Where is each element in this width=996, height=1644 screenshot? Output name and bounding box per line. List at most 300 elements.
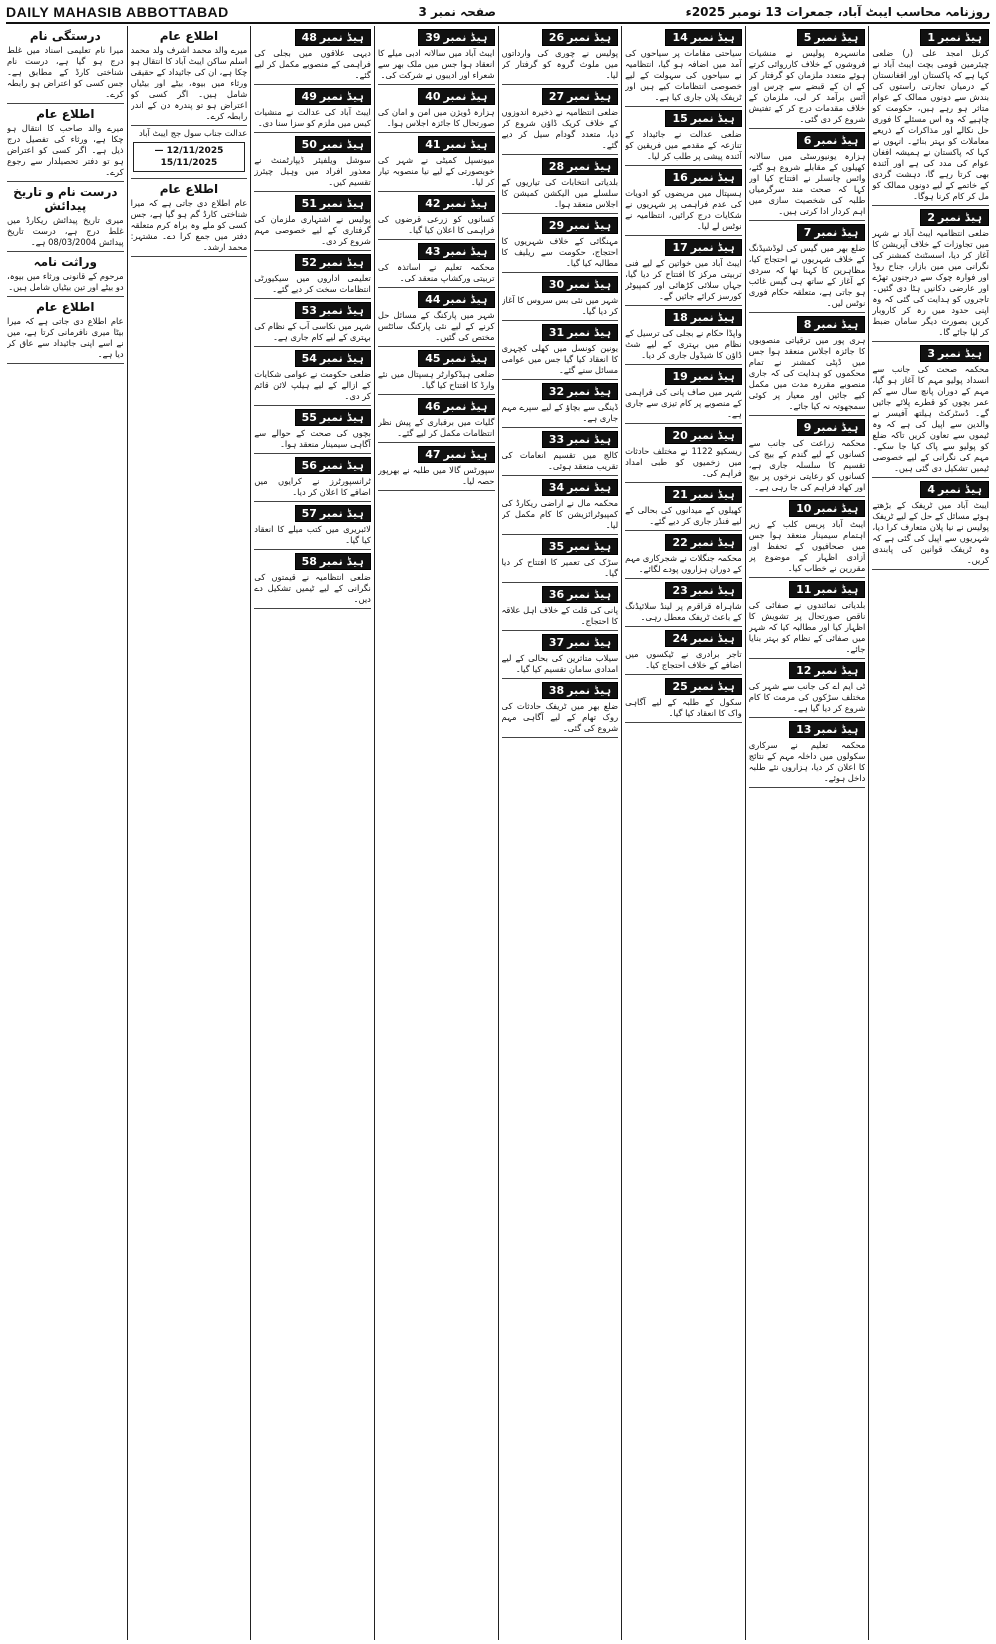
- notice-header: [502, 479, 619, 496]
- notice-body: میرا نام تعلیمی اسناد میں غلط درج ہو گیا ہے، درست نام شناختی کارڈ کے مطابق ہے۔ جس کسی کو اعتراض ہو رابطہ کرے۔: [7, 45, 124, 99]
- notice-item: [378, 347, 495, 395]
- notice-body: مرحوم کے قانونی ورثاء میں بیوہ، دو بیٹے اور تین بیٹیاں شامل ہیں۔: [7, 271, 124, 292]
- notice-item: [254, 299, 371, 347]
- notice-header: [378, 136, 495, 153]
- notice-number-label: [797, 224, 866, 241]
- notice-prefix: ہیڈ نمبر: [690, 311, 735, 324]
- news-column: [868, 26, 992, 1640]
- notice-body: تعلیمی اداروں میں سیکیورٹی انتظامات سخت کر دیے گئے۔: [254, 273, 371, 294]
- notice-item: [502, 214, 619, 273]
- notice-body: ڈینگی سے بچاؤ کے لیے سپرے مہم جاری ہے۔: [501, 402, 619, 423]
- notice-body: شہر میں پارکنگ کے مسائل حل کرنے کے لیے نئی پارکنگ سائٹس مختص کی گئیں۔: [377, 310, 495, 342]
- notice-prefix: ہیڈ نمبر: [567, 160, 612, 173]
- notice-title: اطلاع عام: [159, 182, 219, 196]
- notice-item: [378, 240, 495, 288]
- notice-number: 12: [796, 664, 812, 677]
- notice-body: شہر میں نئی بس سروس کا آغاز کر دیا گیا۔: [501, 295, 619, 316]
- notice-header: [254, 254, 371, 271]
- notice-prefix: ہیڈ نمبر: [567, 636, 612, 649]
- notice-item: [254, 406, 371, 454]
- notice-body: مانسہرہ پولیس نے منشیات فروشوں کے خلاف کارروائی کرتے ہوئے متعدد ملزمان کو گرفتار کر کے ان کے قبضے سے چرس اور آئس برآمد کر لی، ملزمان کے خلاف مقدمات درج کر کے تفتیش شروع کر دی گئی۔: [748, 48, 866, 124]
- notice-item: [625, 579, 742, 627]
- notice-item: [872, 26, 989, 206]
- notice-header: [254, 553, 371, 570]
- notice-number: 22: [672, 536, 688, 549]
- notice-header: [502, 324, 619, 341]
- notice-number: 15: [672, 112, 688, 125]
- notice-number-label: [295, 553, 371, 570]
- notice-number: 53: [301, 304, 317, 317]
- notice-body: شہر میں صاف پانی کی فراہمی کے منصوبے پر کام تیزی سے جاری ہے۔: [625, 387, 742, 419]
- notice-body: ایبٹ آباد میں خواتین کے لیے فنی تربیتی مرکز کا افتتاح کر دیا گیا، جہاں سلائی کڑھائی اور کمپیوٹر کورسز کرائے جائیں گے۔: [625, 258, 742, 301]
- notice-prefix: ہیڈ نمبر: [690, 112, 735, 125]
- notice-body: کالج میں تقسیم انعامات کی تقریب منعقد ہوئی۔: [501, 450, 619, 471]
- notice-body: گلیات میں برفباری کے پیش نظر انتظامات مکمل کر لیے گئے۔: [377, 417, 495, 438]
- notice-item: [625, 627, 742, 675]
- notice-header: [378, 29, 495, 46]
- notice-prefix: ہیڈ نمبر: [319, 555, 364, 568]
- notice-header: [502, 538, 619, 555]
- notice-item: [254, 26, 371, 85]
- notice-number: 39: [425, 31, 441, 44]
- notice-number-label: [295, 29, 371, 46]
- notice-prefix: ہیڈ نمبر: [690, 171, 735, 184]
- notice-number-label: [789, 662, 865, 679]
- notice-item: [625, 236, 742, 306]
- notice-body: سیلاب متاثرین کی بحالی کے لیے امدادی سامان تقسیم کیا گیا۔: [501, 653, 619, 674]
- notice-number-label: [418, 195, 494, 212]
- notice-item: [378, 288, 495, 347]
- notice-header: [254, 457, 371, 474]
- notice-number-label: [665, 239, 741, 256]
- notice-header: [378, 243, 495, 260]
- notice-number-label: [665, 29, 741, 46]
- notice-number-label: [418, 350, 494, 367]
- notice-body: سکول کے طلبہ کے لیے آگاہی واک کا انعقاد کیا گیا۔: [625, 697, 742, 718]
- notice-number-label: [418, 29, 494, 46]
- news-column: [250, 26, 374, 1640]
- notice-number: 56: [301, 459, 317, 472]
- notice-number-label: [418, 291, 494, 308]
- notice-number: 21: [672, 488, 688, 501]
- notice-number: 4: [927, 483, 936, 496]
- notice-item: [872, 206, 989, 342]
- notice-number: 50: [301, 138, 317, 151]
- notice-item: [378, 26, 495, 85]
- notice-body: عام اطلاع دی جاتی ہے کہ میرا بیٹا میری نافرمانی کرتا ہے، میں نے اسے اپنی جائیداد سے عاق کر دیا ہے۔: [7, 316, 124, 359]
- notice-prefix: ہیڈ نمبر: [567, 90, 612, 103]
- notice-body: ضلعی انتظامیہ ایبٹ آباد نے شہر میں تجاوزات کے خلاف آپریشن کا آغاز کر دیا، اسسٹنٹ کمشنر کی نگرانی میں مین بازار، جناح روڈ اور فوارہ چوک سے درجنوں تھڑے اور عارضی دکانیں ہٹا دی گئیں۔ تاجروں کو ہدایت کی گئی کہ وہ اپنی حدود میں رہ کر کاروبار کریں بصورت دیگر سامان ضبط کر لیا جائے گا۔: [872, 228, 989, 337]
- notice-body: کھیلوں کے میدانوں کی بحالی کے لیے فنڈز جاری کر دیے گئے۔: [625, 505, 742, 526]
- news-column: [4, 26, 127, 1640]
- notice-number: 1: [927, 31, 936, 44]
- notice-title: درستگی نام: [29, 29, 101, 43]
- notice-item: [749, 416, 866, 497]
- notice-prefix: ہیڈ نمبر: [567, 433, 612, 446]
- notice-number: 19: [672, 370, 688, 383]
- notice-item: [872, 342, 989, 478]
- notice-header: [254, 136, 371, 153]
- notice-header: [502, 276, 619, 293]
- notice-body: ایبٹ آباد پریس کلب کے زیر اہتمام سیمینار منعقد ہوا جس میں صحافیوں کے تحفظ اور آزادی اظہار کے موضوع پر مقررین نے خطاب کیا۔: [748, 519, 866, 573]
- notice-prefix: ہیڈ نمبر: [938, 31, 982, 44]
- notice-body: سپورٹس گالا میں طلبہ نے بھرپور حصہ لیا۔: [377, 465, 495, 486]
- notice-body: بلدیاتی نمائندوں نے صفائی کی ناقص صورتحال پر تشویش کا اظہار کیا اور مطالبہ کیا کہ شہر میں صفائی کے نظام کو بہتر بنایا جائے۔: [748, 600, 866, 654]
- notice-number: 48: [301, 31, 317, 44]
- notice-body: ضلع بھر میں گیس کی لوڈشیڈنگ کے خلاف شہریوں نے احتجاج کیا، مظاہرین کا کہنا تھا کہ سردی کے آغاز کے ساتھ ہی گیس غائب ہو جاتی ہے، متعلقہ حکام فوری نوٹس لیں۔: [748, 243, 866, 308]
- notice-number-label: [542, 88, 618, 105]
- notice-body: ضلعی انتظامیہ نے قیمتوں کی نگرانی کے لیے ٹیمیں تشکیل دے دیں۔: [254, 572, 371, 604]
- notice-item: [254, 85, 371, 133]
- notice-header: [625, 368, 742, 385]
- notice-body: ضلع بھر میں ٹریفک حادثات کی روک تھام کے لیے آگاہی مہم شروع کی گئی۔: [501, 701, 619, 733]
- notice-body: ضلعی انتظامیہ نے ذخیرہ اندوزوں کے خلاف کریک ڈاؤن شروع کر دیا، متعدد گودام سیل کر دیے گئے۔: [501, 107, 619, 150]
- notice-header: [254, 350, 371, 367]
- notice-item: [7, 182, 124, 252]
- notice-title: وراثت نامہ: [33, 255, 97, 269]
- notice-body: محکمہ تعلیم نے سرکاری سکولوں میں داخلہ مہم کے نتائج کا اعلان کر دیا، ہزاروں نئے طلبہ داخل ہوئے۔: [748, 740, 866, 783]
- notice-item: [625, 107, 742, 166]
- notice-item: [625, 166, 742, 236]
- notice-number-label: [797, 419, 866, 436]
- notice-body: پولیس نے اشتہاری ملزمان کی گرفتاری کے لیے خصوصی مہم شروع کر دی۔: [254, 214, 371, 246]
- notice-body: میرے والد محمد اشرف ولد محمد اسلم ساکن ایبٹ آباد کا انتقال ہو چکا ہے، ان کی جائیداد کے حقیقی ورثاء میں بیوہ، بیٹے اور بیٹیاں شامل ہیں۔ اگر کسی کو اعتراض ہو تو پندرہ دن کے اندر رابطہ کرے۔: [130, 45, 248, 121]
- notice-number: 14: [672, 31, 688, 44]
- notice-number-label: [295, 254, 371, 271]
- notice-body: سڑک کی تعمیر کا افتتاح کر دیا گیا۔: [501, 557, 619, 578]
- notice-item: [7, 252, 124, 297]
- notice-item: [502, 85, 619, 155]
- notice-number: 37: [548, 636, 565, 649]
- notice-item: [7, 104, 124, 182]
- notice-header: [625, 534, 742, 551]
- notice-header: [378, 398, 495, 415]
- notice-body: ہری پور میں ترقیاتی منصوبوں کا جائزہ اجلاس منعقد ہوا جس میں ڈپٹی کمشنر نے تمام محکموں کو ہدایت کی کہ جاری منصوبے مقررہ مدت میں مکمل کیے جائیں اور معیار پر کوئی سمجھوتہ نہ کیا جائے۔: [748, 335, 866, 411]
- notice-prefix: ہیڈ نمبر: [938, 211, 982, 224]
- notice-header: [625, 309, 742, 326]
- notice-body: عدالت جناب سول جج ایبٹ آباد: [138, 128, 248, 138]
- notice-body: ایبٹ آباد کی عدالت نے منشیات کیس میں ملزم کو سزا سنا دی۔: [254, 107, 371, 128]
- news-column: [621, 26, 745, 1640]
- notice-number: 25: [672, 680, 688, 693]
- notice-prefix: ہیڈ نمبر: [814, 318, 859, 331]
- notice-header: [625, 239, 742, 256]
- notice-number-label: [665, 110, 741, 127]
- notice-prefix: ہیڈ نمبر: [443, 400, 488, 413]
- notice-item: [502, 155, 619, 214]
- notice-number: 7: [803, 226, 812, 239]
- notice-header: [749, 721, 866, 738]
- notice-header: [872, 29, 989, 46]
- notice-item: [378, 85, 495, 133]
- notice-body: میری تاریخ پیدائش ریکارڈ میں غلط درج ہے، درست تاریخ پیدائش 08/03/2004 ہے۔: [7, 215, 124, 247]
- notice-number: 34: [548, 481, 565, 494]
- notice-number: 32: [548, 385, 565, 398]
- notice-number: 31: [548, 326, 565, 339]
- notice-number: 45: [425, 352, 441, 365]
- notice-header: [254, 505, 371, 522]
- notice-number-label: [665, 678, 741, 695]
- notice-body: محکمہ صحت کی جانب سے انسداد پولیو مہم کا آغاز ہو گیا، مہم کے دوران پانچ سال سے کم عمر بچوں کو قطرے پلائے جائیں گے۔ ڈسٹرکٹ ہیلتھ آفیسر نے والدین سے اپیل کی ہے کہ وہ ٹیموں سے تعاون کریں تاکہ ضلع کو پولیو سے پاک کیا جا سکے۔ مہم کی نگرانی کے لیے خصوصی ٹیمیں تشکیل دی گئی ہیں۔: [872, 364, 989, 473]
- notice-number-label: [665, 582, 741, 599]
- notice-item: [625, 675, 742, 723]
- notice-number: 41: [425, 138, 441, 151]
- notice-prefix: ہیڈ نمبر: [319, 31, 364, 44]
- notice-number-label: [542, 383, 618, 400]
- notice-prefix: ہیڈ نمبر: [814, 583, 859, 596]
- notice-header: [625, 582, 742, 599]
- notice-body: شاہراہ قراقرم پر لینڈ سلائیڈنگ کے باعث ٹریفک معطل رہی۔: [625, 601, 742, 622]
- page-number: صفحہ نمبر 3: [418, 5, 496, 19]
- notice-header: [872, 481, 989, 498]
- notice-number-label: [920, 29, 989, 46]
- notice-body: تاجر برادری نے ٹیکسوں میں اضافے کے خلاف احتجاج کیا۔: [625, 649, 742, 670]
- notice-number-label: [418, 446, 494, 463]
- notice-prefix: ہیڈ نمبر: [319, 256, 364, 269]
- notice-body: لائبریری میں کتب میلے کا انعقاد کیا گیا۔: [254, 524, 371, 545]
- paper-name: DAILY MAHASIB ABBOTTABAD: [6, 4, 229, 20]
- notice-item: [254, 454, 371, 502]
- notice-header: [254, 302, 371, 319]
- notice-number-label: [789, 721, 865, 738]
- notice-header: [254, 88, 371, 105]
- notice-number-label: [789, 581, 865, 598]
- notice-number-label: [665, 486, 741, 503]
- notice-prefix: ہیڈ نمبر: [814, 502, 859, 515]
- notice-body: محکمہ زراعت کی جانب سے کسانوں کے لیے گندم کے بیج کی تقسیم کا سلسلہ جاری ہے، کسانوں کو رعایتی نرخوں پر بیج اور کھاد فراہم کی جا رہی ہے۔: [748, 438, 866, 492]
- notice-number-label: [295, 409, 371, 426]
- notice-header: [502, 158, 619, 175]
- notice-prefix: ہیڈ نمبر: [690, 370, 735, 383]
- notice-item: [625, 306, 742, 365]
- notice-number: 52: [301, 256, 317, 269]
- notice-header: [625, 630, 742, 647]
- notice-item: [378, 192, 495, 240]
- notice-body: شہر میں نکاسی آب کے نظام کی بہتری کے لیے کام جاری ہے۔: [254, 321, 371, 342]
- notice-title: اطلاع عام: [36, 107, 95, 121]
- notice-body: ہزارہ ڈویژن میں امن و امان کی صورتحال کا جائزہ اجلاس ہوا۔: [377, 107, 495, 128]
- notice-header: [254, 29, 371, 46]
- notice-header: [749, 500, 866, 517]
- notice-header: [502, 682, 619, 699]
- notice-item: [378, 133, 495, 192]
- notice-number: 8: [803, 318, 812, 331]
- notice-prefix: ہیڈ نمبر: [690, 429, 735, 442]
- notice-prefix: ہیڈ نمبر: [443, 90, 488, 103]
- notice-header: [378, 88, 495, 105]
- notice-number-label: [418, 136, 494, 153]
- notice-item: [7, 297, 124, 364]
- notice-number-label: [295, 136, 371, 153]
- notice-prefix: ہیڈ نمبر: [443, 31, 488, 44]
- hearing-dates: 12/11/2025 — 15/11/2025: [133, 142, 246, 172]
- notice-number: 3: [927, 347, 936, 360]
- notice-prefix: ہیڈ نمبر: [567, 31, 612, 44]
- notice-prefix: ہیڈ نمبر: [690, 680, 735, 693]
- notice-prefix: ہیڈ نمبر: [319, 197, 364, 210]
- notice-number-label: [920, 209, 989, 226]
- notice-body: ٹرانسپورٹرز نے کرایوں میں اضافے کا اعلان کر دیا۔: [254, 476, 371, 497]
- notice-header: [625, 427, 742, 444]
- notice-number: 44: [425, 293, 441, 306]
- notice-body: ریسکیو 1122 نے مختلف حادثات میں زخمیوں کو طبی امداد فراہم کی۔: [625, 446, 742, 478]
- notice-header: [378, 446, 495, 463]
- notice-body: سیاحتی مقامات پر سیاحوں کی آمد میں اضافہ ہو گیا، انتظامیہ نے سیاحوں کی سہولت کے لیے خصوصی انتظامات کیے ہیں اور ٹریفک پلان جاری کیا ہے۔: [625, 48, 742, 102]
- notice-number-label: [542, 217, 618, 234]
- notice-header: [502, 88, 619, 105]
- notice-number: 42: [425, 197, 441, 210]
- notice-number: 29: [548, 219, 565, 232]
- notice-item: [749, 718, 866, 788]
- notice-number-label: [797, 132, 866, 149]
- notice-body: ایبٹ آباد میں سالانہ ادبی میلے کا انعقاد ہوا جس میں ملک بھر سے شعراء اور ادیبوں نے شرکت کی۔: [377, 48, 495, 80]
- notice-number-label: [797, 316, 866, 333]
- notice-number-label: [665, 534, 741, 551]
- notice-number: 9: [803, 421, 812, 434]
- notice-item: [254, 251, 371, 299]
- notice-body: عام اطلاع دی جاتی ہے کہ میرا شناختی کارڈ گم ہو گیا ہے، جس کسی کو ملے وہ براہ کرم متعلقہ دفتر میں جمع کرا دے۔ مشتہر: محمد ارشد۔: [130, 198, 248, 252]
- notice-header: [749, 224, 866, 241]
- notice-number: 33: [548, 433, 565, 446]
- notice-item: [131, 179, 248, 257]
- notice-prefix: ہیڈ نمبر: [443, 245, 488, 258]
- notice-item: [749, 26, 866, 129]
- notice-item: [502, 273, 619, 321]
- notice-item: [254, 550, 371, 609]
- notice-prefix: ہیڈ نمبر: [814, 723, 859, 736]
- notice-body: محکمہ مال نے اراضی ریکارڈ کی کمپیوٹرائزیشن کا کام مکمل کر لیا۔: [501, 498, 619, 530]
- notice-number-label: [295, 302, 371, 319]
- notice-number-label: [665, 169, 741, 186]
- notice-item: [502, 679, 619, 738]
- notice-item: [131, 126, 248, 179]
- notice-body: کرنل امجد علی (ر) ضلعی چیئرمین قومی بچت ایبٹ آباد نے کہا ہے کہ پاکستان اور افغانستان کے درمیان تجارتی راستوں کی بندش سے دونوں ممالک کے عوام متاثر ہو رہے ہیں، حکومت کو چاہیے کہ وہ اس مسئلے کا فوری حل نکالے اور مذاکرات کے ذریعے معاملات کو بہتر بنائے۔ انہوں نے کہا کہ پاکستان نے ہمیشہ افغان عوام کی مدد کی ہے اور آئندہ بھی کرتا رہے گا، دہشت گردی کے خاتمے کے لیے دونوں ممالک کو مل کر کام کرنا ہوگا۔: [872, 48, 989, 201]
- notice-number: 30: [548, 278, 565, 291]
- notice-header: [378, 350, 495, 367]
- notice-number-label: [542, 431, 618, 448]
- notice-number-label: [418, 398, 494, 415]
- notice-item: [502, 380, 619, 428]
- notice-prefix: ہیڈ نمبر: [443, 138, 488, 151]
- notice-item: [625, 365, 742, 424]
- notice-item: [378, 395, 495, 443]
- notice-number: 40: [425, 90, 441, 103]
- notice-body: پانی کی قلت کے خلاف اہل علاقہ کا احتجاج۔: [501, 605, 619, 626]
- news-column: [498, 26, 622, 1640]
- notice-body: واپڈا حکام نے بجلی کی ترسیل کے نظام میں بہتری کے لیے شٹ ڈاؤن کا شیڈول جاری کر دیا۔: [625, 328, 742, 360]
- notice-number: 27: [548, 90, 565, 103]
- notice-prefix: ہیڈ نمبر: [690, 584, 735, 597]
- notice-item: [131, 26, 248, 126]
- notice-item: [749, 221, 866, 313]
- notice-item: [7, 26, 124, 104]
- notice-body: کسانوں کو زرعی قرضوں کی فراہمی کا اعلان کیا گیا۔: [377, 214, 495, 235]
- notice-title: اطلاع عام: [36, 300, 95, 314]
- columns-container: [4, 26, 992, 1640]
- notice-item: [625, 531, 742, 579]
- notice-number: 26: [548, 31, 565, 44]
- notice-number: 10: [796, 502, 812, 515]
- notice-prefix: ہیڈ نمبر: [567, 481, 612, 494]
- notice-number-label: [542, 634, 618, 651]
- notice-item: [254, 192, 371, 251]
- notice-header: [872, 345, 989, 362]
- notice-prefix: ہیڈ نمبر: [443, 197, 488, 210]
- notice-number-label: [797, 29, 866, 46]
- notice-header: [749, 419, 866, 436]
- notice-number: 2: [927, 211, 936, 224]
- notice-prefix: ہیڈ نمبر: [938, 347, 982, 360]
- notice-number: 51: [301, 197, 317, 210]
- notice-item: [502, 26, 619, 85]
- notice-body: ضلعی ہیڈکوارٹر ہسپتال میں نئے وارڈ کا افتتاح کیا گیا۔: [377, 369, 495, 390]
- notice-prefix: ہیڈ نمبر: [443, 352, 488, 365]
- notice-number: 58: [301, 555, 317, 568]
- notice-number-label: [542, 479, 618, 496]
- notice-item: [378, 443, 495, 491]
- notice-body: بچوں کی صحت کے حوالے سے آگاہی سیمینار منعقد ہوا۔: [254, 428, 371, 449]
- notice-prefix: ہیڈ نمبر: [567, 540, 612, 553]
- notice-number: 6: [803, 134, 812, 147]
- dateline: روزنامہ محاسب ایبٹ آباد، جمعرات 13 نومبر 2025ء: [685, 5, 990, 19]
- notice-prefix: ہیڈ نمبر: [319, 352, 364, 365]
- notice-header: [625, 29, 742, 46]
- notice-body: سوشل ویلفیئر ڈیپارٹمنٹ نے معذور افراد میں وہیل چیئرز تقسیم کیں۔: [254, 155, 371, 187]
- notice-item: [502, 535, 619, 583]
- news-column: [374, 26, 498, 1640]
- notice-item: [749, 129, 866, 221]
- notice-number-label: [295, 195, 371, 212]
- notice-prefix: ہیڈ نمبر: [567, 219, 612, 232]
- notice-prefix: ہیڈ نمبر: [690, 241, 735, 254]
- notice-item: [749, 659, 866, 718]
- notice-header: [502, 383, 619, 400]
- notice-number: 47: [425, 448, 441, 461]
- notice-header: [378, 195, 495, 212]
- notice-prefix: ہیڈ نمبر: [443, 293, 488, 306]
- notice-number-label: [295, 88, 371, 105]
- notice-number-label: [542, 29, 618, 46]
- notice-prefix: ہیڈ نمبر: [567, 385, 612, 398]
- notice-number-label: [665, 630, 741, 647]
- notice-item: [625, 26, 742, 107]
- notice-prefix: ہیڈ نمبر: [319, 459, 364, 472]
- notice-body: ایبٹ آباد میں ٹریفک کے بڑھتے ہوئے مسائل کے حل کے لیے ٹریفک پولیس نے نیا پلان متعارف کرا دیا، شہریوں سے اپیل کی گئی ہے کہ وہ ٹریفک قوانین کی پابندی کریں۔: [872, 500, 989, 565]
- notice-body: مہنگائی کے خلاف شہریوں کا احتجاج، حکومت سے ریلیف کا مطالبہ کیا گیا۔: [501, 236, 619, 268]
- notice-number-label: [920, 481, 989, 498]
- notice-header: [625, 110, 742, 127]
- notice-header: [502, 586, 619, 603]
- notice-body: میونسپل کمیٹی نے شہر کی خوبصورتی کے لیے نیا منصوبہ تیار کر لیا۔: [377, 155, 495, 187]
- notice-body: یونین کونسل میں کھلی کچہری کا انعقاد کیا گیا جس میں عوامی مسائل سنے گئے۔: [501, 343, 619, 375]
- notice-number-label: [789, 500, 865, 517]
- notice-prefix: ہیڈ نمبر: [319, 138, 364, 151]
- notice-item: [872, 478, 989, 570]
- notice-number: 36: [548, 588, 565, 601]
- notice-item: [625, 424, 742, 483]
- notice-item: [502, 631, 619, 679]
- notice-header: [378, 291, 495, 308]
- news-column: [745, 26, 869, 1640]
- notice-prefix: ہیڈ نمبر: [814, 226, 859, 239]
- notice-prefix: ہیڈ نمبر: [319, 411, 364, 424]
- notice-number: 38: [548, 684, 565, 697]
- notice-body: بلدیاتی انتخابات کی تیاریوں کے سلسلے میں الیکشن کمیشن کا اجلاس منعقد ہوا۔: [501, 177, 619, 209]
- notice-number-label: [920, 345, 989, 362]
- notice-header: [502, 634, 619, 651]
- notice-number: 55: [301, 411, 317, 424]
- notice-prefix: ہیڈ نمبر: [319, 304, 364, 317]
